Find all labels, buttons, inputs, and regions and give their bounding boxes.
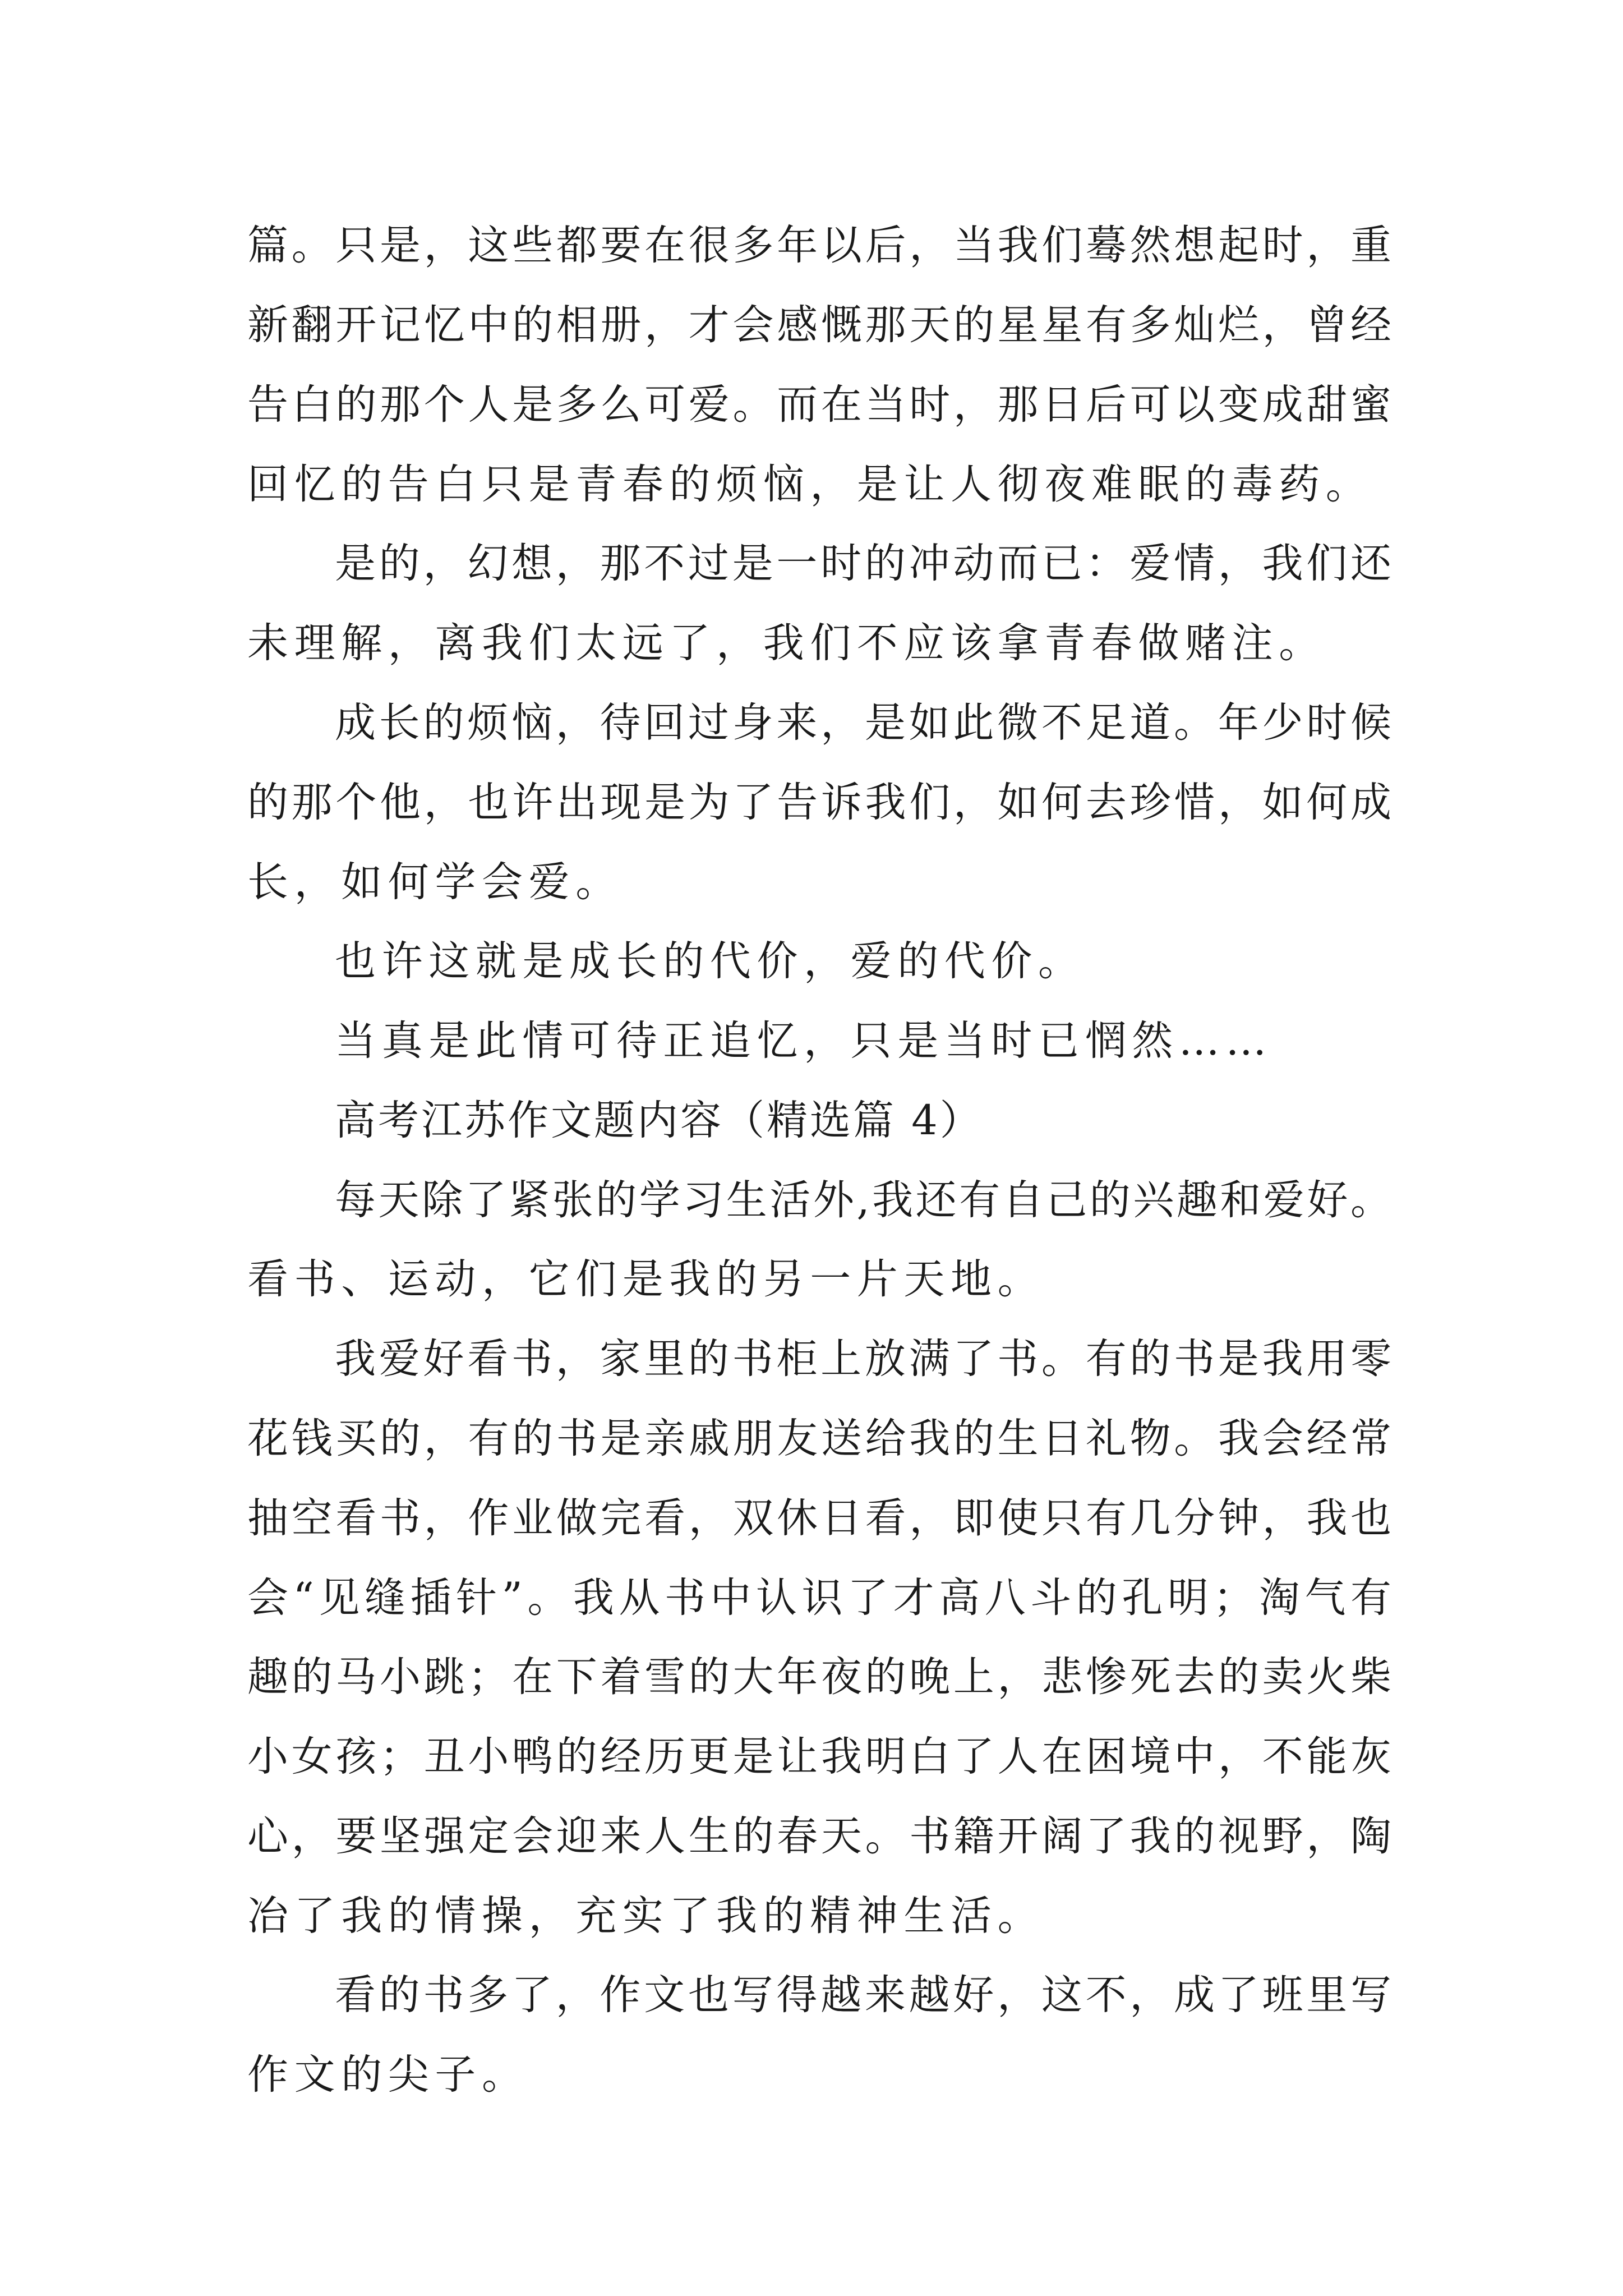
text-line: 花钱买的，有的书是亲戚朋友送给我的生日礼物。我会经常 (247, 1415, 1391, 1462)
section-heading: 高考江苏作文题内容（精选篇 4） (335, 1097, 983, 1144)
text-line: 未理解，离我们太远了，我们不应该拿青春做赌注。 (247, 619, 1326, 667)
paragraph-first-line: 成长的烦恼，待回过身来，是如此微不足道。年少时候 (335, 699, 1391, 747)
text-line: 长，如何学会爱。 (247, 858, 623, 906)
text-line: 心，要坚强定会迎来人生的春天。书籍开阔了我的视野，陶 (247, 1812, 1391, 1860)
text-line: 告白的那个人是多么可爱。而在当时，那日后可以变成甜蜜 (247, 381, 1391, 429)
paragraph-first-line: 是的，幻想，那不过是一时的冲动而已：爱情，我们还 (335, 540, 1391, 587)
text-line: 小女孩；丑小鸭的经历更是让我明白了人在困境中，不能灰 (247, 1733, 1391, 1780)
paragraph-first-line: 也许这就是成长的代价，爱的代价。 (335, 937, 1085, 985)
text-line: 趣的马小跳；在下着雪的大年夜的晚上，悲惨死去的卖火柴 (247, 1653, 1391, 1701)
text-line: 作文的尖子。 (247, 2051, 529, 2099)
paragraph-first-line: 当真是此情可待正追忆，只是当时已惘然…… (335, 1017, 1272, 1065)
paragraph-first-line: 每天除了紧张的学习生活外,我还有自己的兴趣和爱好。 (335, 1176, 1391, 1224)
text-line: 的那个他，也许出现是为了告诉我们，如何去珍惜，如何成 (247, 779, 1391, 826)
text-line: 看书、运动，它们是我的另一片天地。 (247, 1255, 1045, 1303)
paragraph-first-line: 看的书多了，作文也写得越来越好，这不，成了班里写 (335, 1971, 1391, 2019)
text-line: 篇。只是，这些都要在很多年以后，当我们蓦然想起时，重 (247, 222, 1391, 269)
text-line: 抽空看书，作业做完看，双休日看，即使只有几分钟，我也 (247, 1494, 1391, 1542)
text-line: 回忆的告白只是青春的烦恼，是让人彻夜难眠的毒药。 (247, 461, 1373, 508)
paragraph-first-line: 我爱好看书，家里的书柜上放满了书。有的书是我用零 (335, 1335, 1391, 1383)
text-line: 会“见缝插针”。我从书中认识了才高八斗的孔明；淘气有 (247, 1574, 1391, 1622)
text-line: 冶了我的情操，充实了我的精神生活。 (247, 1892, 1045, 1940)
text-line: 新翻开记忆中的相册，才会感慨那天的星星有多灿烂，曾经 (247, 301, 1391, 349)
